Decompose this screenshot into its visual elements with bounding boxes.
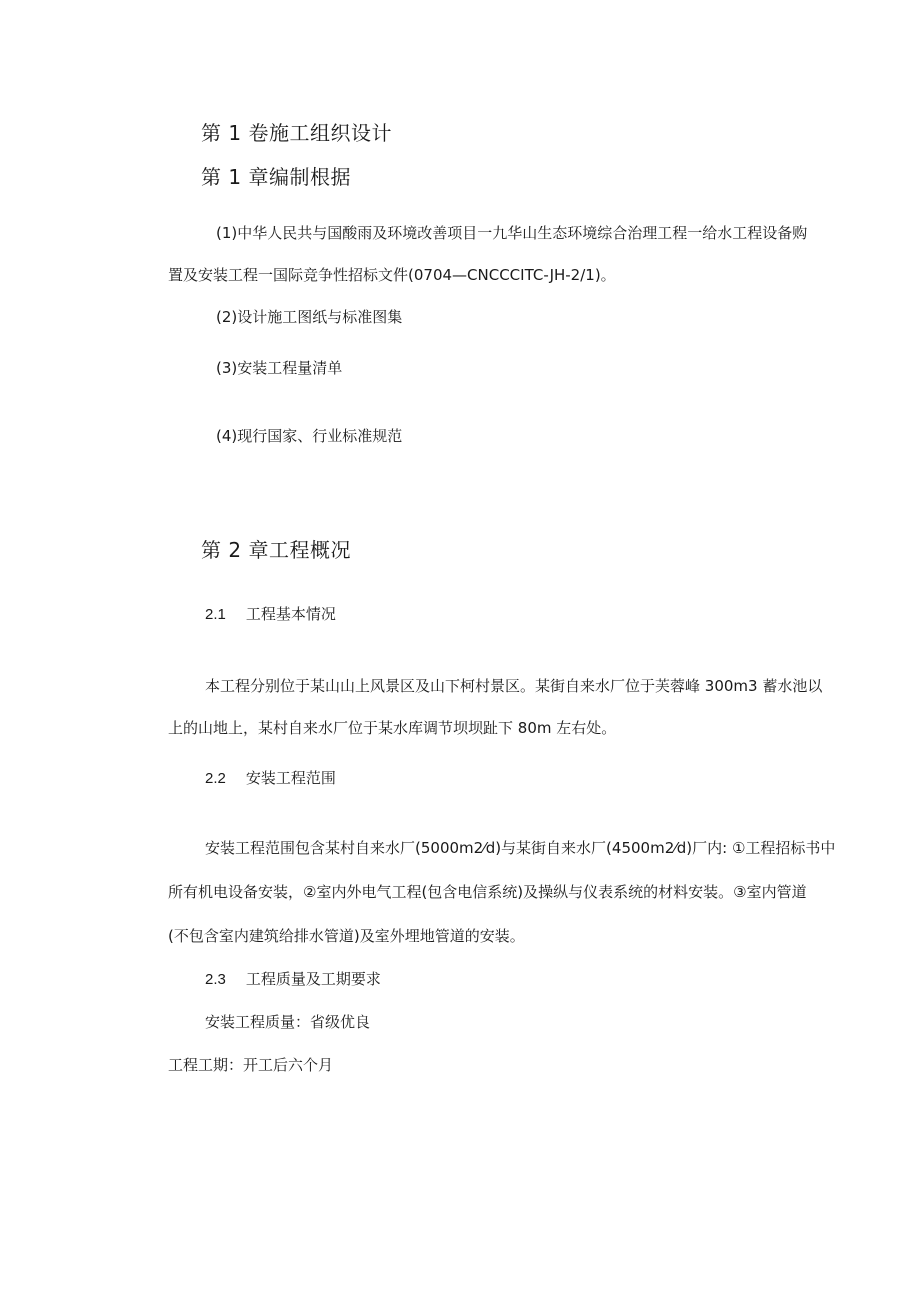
section-title: 工程质量及工期要求 <box>245 970 381 988</box>
section-title: 安装工程范围 <box>245 769 336 787</box>
section-2-2-line-2: 所有机电设备安装，②室内外电气工程(包含电信系统)及操纵与仪表系统的材料安装。③室内管道 <box>168 883 807 901</box>
section-2-1-line-2: 上的山地上，某村自来水厂位于某水库调节坝坝趾下 80m 左右处。 <box>168 719 617 737</box>
section-2-1-heading <box>205 603 336 624</box>
construction-period: 工程工期：开工后六个月 <box>168 1056 334 1074</box>
section-number: 2.2 <box>205 770 226 787</box>
section-2-2-line-1: 安装工程范围包含某村自来水厂(5000m2⁄d)与某街自来水厂(4500m2⁄d)厂内: ①工程招标书中 <box>205 839 836 857</box>
basis-item-2: (2)设计施工图纸与标准图集 <box>216 308 403 326</box>
section-2-1-line-1: 本工程分别位于某山山上风景区及山下柯村景区。某街自来水厂位于芙蓉峰 300m3 蓄水池以 <box>205 677 823 695</box>
section-2-2-heading <box>205 767 336 788</box>
basis-item-3: (3)安装工程量清单 <box>216 359 343 377</box>
section-title: 工程基本情况 <box>245 605 336 623</box>
basis-item-1-line-1: (1)中华人民共与国酸雨及环境改善项目一九华山生态环境综合治理工程一给水工程设备购 <box>216 224 808 242</box>
chapter-2-title: 第 2 章工程概况 <box>201 538 351 562</box>
section-number: 2.1 <box>205 606 226 623</box>
section-2-3-heading <box>205 968 381 989</box>
section-number: 2.3 <box>205 971 226 988</box>
quality-requirement: 安装工程质量：省级优良 <box>205 1013 371 1031</box>
chapter-1-title: 第 1 章编制根据 <box>201 165 351 189</box>
volume-title: 第 1 卷施工组织设计 <box>201 121 392 145</box>
basis-item-1-line-2: 置及安装工程一国际竞争性招标文件(0704—CNCCCITC-JH-2/1)。 <box>168 266 616 284</box>
section-2-2-line-3: (不包含室内建筑给排水管道)及室外埋地管道的安装。 <box>168 927 525 945</box>
basis-item-4: (4)现行国家、行业标准规范 <box>216 427 403 445</box>
